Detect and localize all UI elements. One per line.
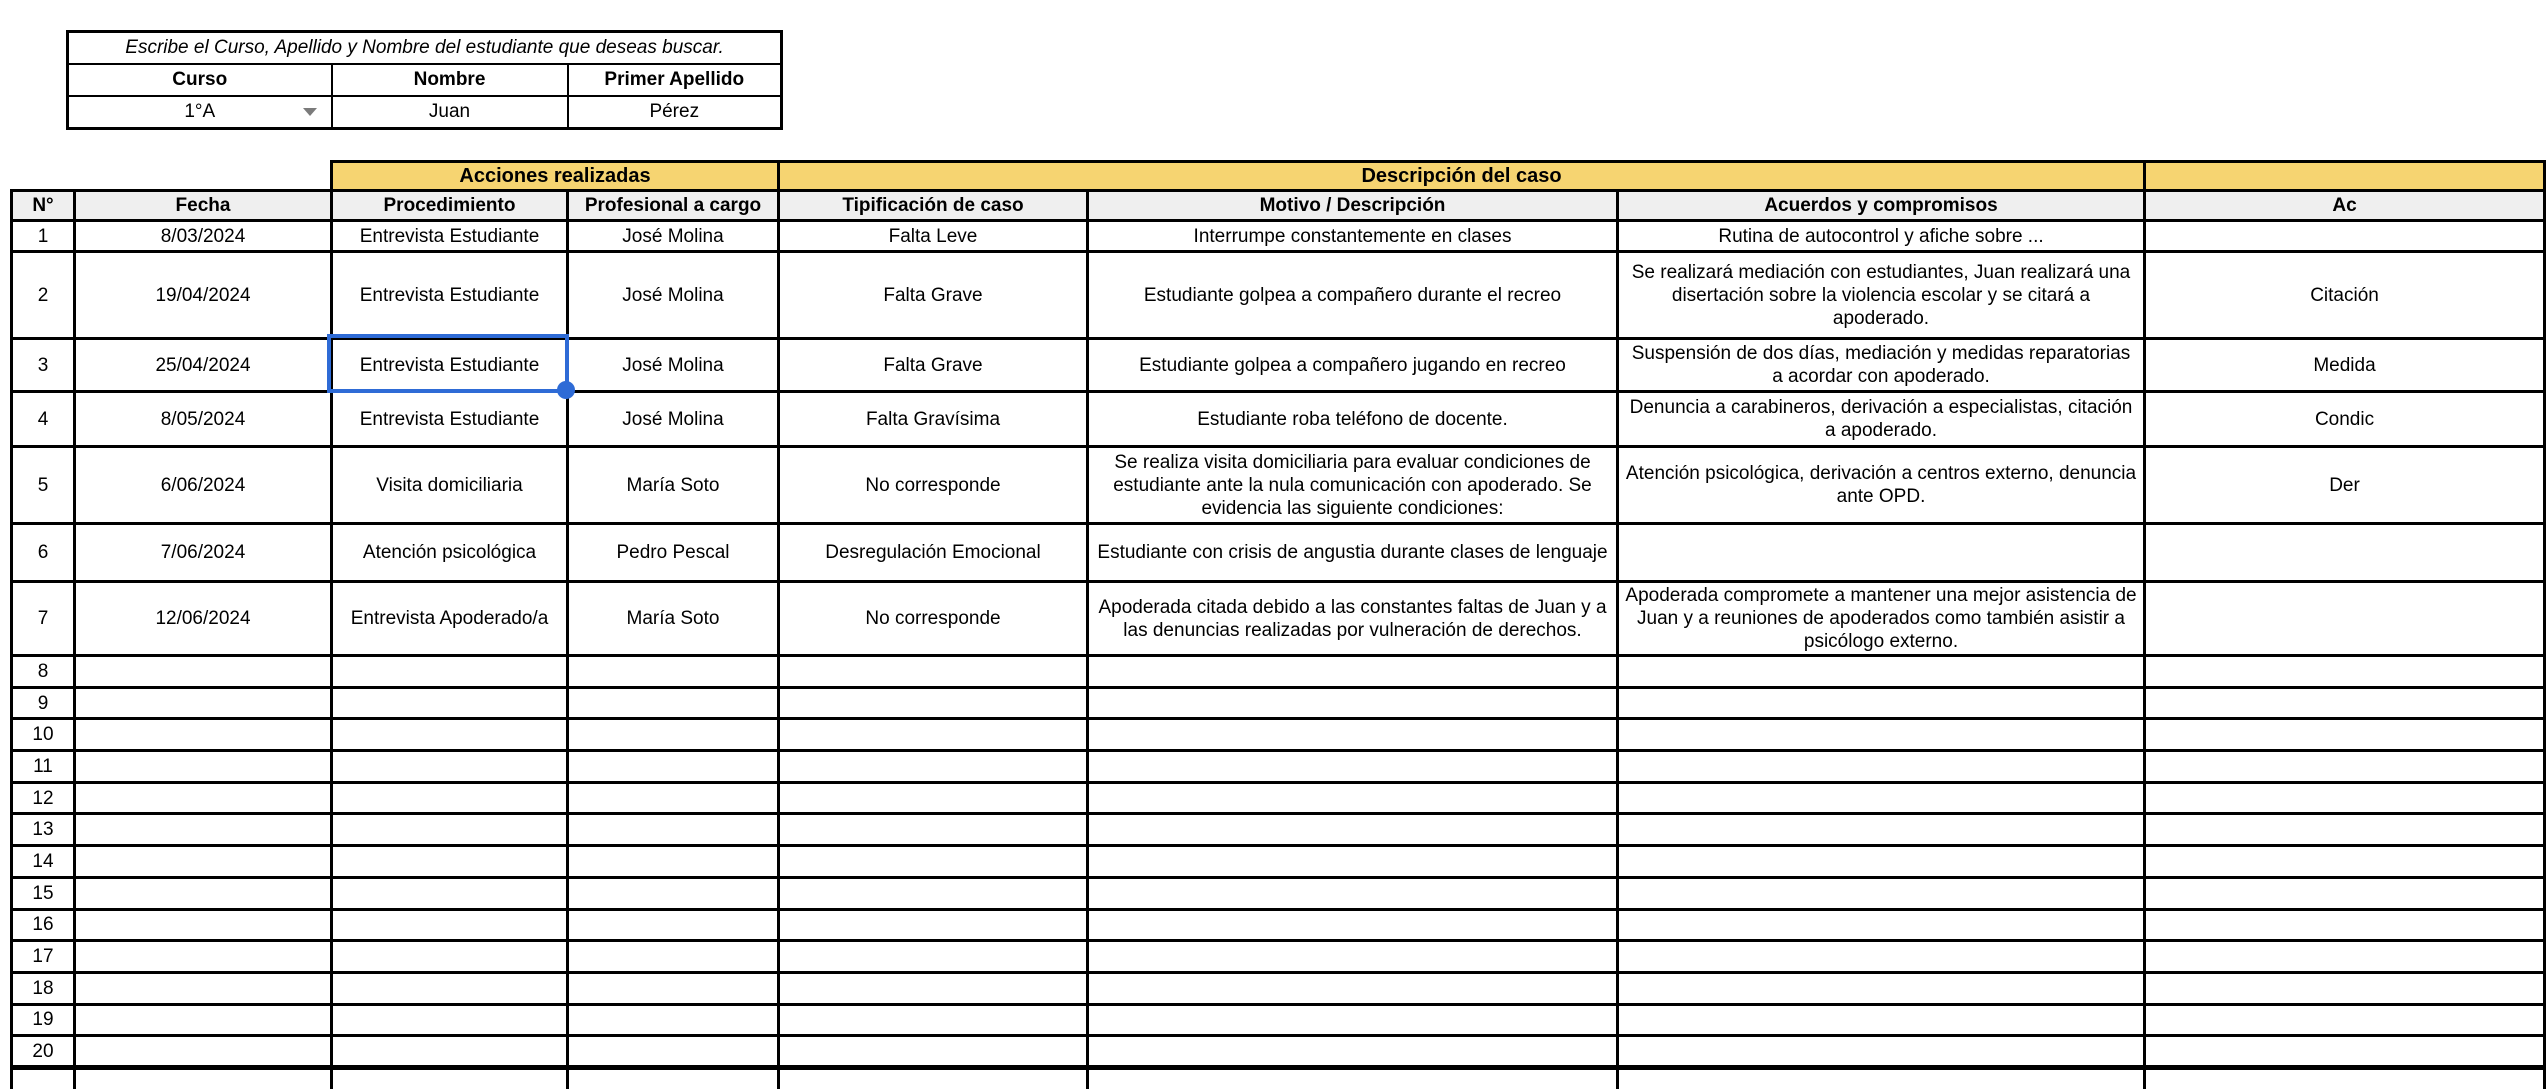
- cell[interactable]: [75, 719, 332, 751]
- cell[interactable]: [568, 846, 779, 878]
- cell-n[interactable]: 15: [12, 877, 75, 909]
- cell-procedimiento[interactable]: Visita domiciliaria: [332, 447, 568, 524]
- cell[interactable]: [779, 656, 1088, 688]
- cell[interactable]: [332, 877, 568, 909]
- cell-acuerdos[interactable]: Apoderada compromete a mantener una mejor asistencia de Juan y a reuniones de apoderados como también asistir a psicólogo externo.: [1618, 582, 2145, 656]
- cell-n[interactable]: 9: [12, 687, 75, 719]
- cell-tipificacion[interactable]: Falta Grave: [779, 252, 1088, 339]
- cell-tipificacion[interactable]: No corresponde: [779, 447, 1088, 524]
- search-instruction: Escribe el Curso, Apellido y Nombre del estudiante que deseas buscar.: [68, 32, 782, 65]
- cell[interactable]: [779, 972, 1088, 1004]
- cell[interactable]: [2145, 909, 2545, 941]
- table-row: [12, 687, 2545, 719]
- cell-acuerdos[interactable]: [1618, 524, 2145, 582]
- cell[interactable]: [779, 1004, 1088, 1036]
- cell-n[interactable]: 6: [12, 524, 75, 582]
- cell-motivo[interactable]: Se realiza visita domiciliaria para evaluar condiciones de estudiante ante la nula comunicación con apoderado. Se evidencia las siguiente condiciones:: [1088, 447, 1618, 524]
- cell[interactable]: [2145, 687, 2545, 719]
- cell[interactable]: [568, 877, 779, 909]
- cell[interactable]: [1088, 1036, 1618, 1068]
- cell[interactable]: [568, 1004, 779, 1036]
- cell[interactable]: [75, 751, 332, 783]
- cell-n[interactable]: 12: [12, 782, 75, 814]
- cell[interactable]: [332, 814, 568, 846]
- cell[interactable]: [1618, 877, 2145, 909]
- table-row: [12, 524, 2545, 582]
- cell-acuerdos[interactable]: Atención psicológica, derivación a centros externo, denuncia ante OPD.: [1618, 447, 2145, 524]
- cell[interactable]: [75, 909, 332, 941]
- cell[interactable]: [779, 1036, 1088, 1068]
- cell[interactable]: [332, 719, 568, 751]
- cell[interactable]: [1618, 909, 2145, 941]
- table-row: [12, 1067, 2545, 1089]
- cell-clipped[interactable]: [2145, 221, 2545, 252]
- table-row: [12, 846, 2545, 878]
- cell-fecha[interactable]: 8/03/2024: [75, 221, 332, 252]
- cell[interactable]: [779, 782, 1088, 814]
- cell[interactable]: [568, 1036, 779, 1068]
- cell-tipificacion[interactable]: Falta Gravísima: [779, 392, 1088, 447]
- cell-fecha[interactable]: 7/06/2024: [75, 524, 332, 582]
- cell[interactable]: [75, 1036, 332, 1068]
- cell[interactable]: [2145, 1036, 2545, 1068]
- cell[interactable]: [779, 941, 1088, 973]
- cell-clipped[interactable]: Der: [2145, 447, 2545, 524]
- cell[interactable]: [779, 846, 1088, 878]
- cell-n[interactable]: 2: [12, 252, 75, 339]
- cell[interactable]: [2145, 1004, 2545, 1036]
- cell[interactable]: [1088, 1004, 1618, 1036]
- cell-n[interactable]: 19: [12, 1004, 75, 1036]
- cell[interactable]: [568, 941, 779, 973]
- col-header-procedimiento: Procedimiento: [332, 191, 568, 221]
- cell-clipped[interactable]: [2145, 524, 2545, 582]
- cell-clipped[interactable]: Citación: [2145, 252, 2545, 339]
- cell[interactable]: [779, 814, 1088, 846]
- cell-n[interactable]: 10: [12, 719, 75, 751]
- cell-procedimiento-selected[interactable]: Entrevista Estudiante: [332, 339, 568, 392]
- search-instruction-row: [68, 32, 782, 65]
- cell-n[interactable]: 4: [12, 392, 75, 447]
- cell-acuerdos[interactable]: Se realizará mediación con estudiantes, Juan realizará una disertación sobre la violencia escolar y se citará a apoderado.: [1618, 252, 2145, 339]
- cell[interactable]: [779, 877, 1088, 909]
- col-header-profesional: Profesional a cargo: [568, 191, 779, 221]
- search-value-row: [68, 96, 782, 129]
- curso-value: 1°A: [184, 101, 216, 122]
- cell[interactable]: [568, 687, 779, 719]
- table-row: [12, 656, 2545, 688]
- cell[interactable]: [779, 719, 1088, 751]
- cell-profesional[interactable]: Pedro Pescal: [568, 524, 779, 582]
- cell[interactable]: [568, 1067, 779, 1089]
- table-row: [12, 1036, 2545, 1068]
- cell-n[interactable]: 11: [12, 751, 75, 783]
- col-header-tipificacion: Tipificación de caso: [779, 191, 1088, 221]
- cell[interactable]: [1618, 719, 2145, 751]
- cell[interactable]: [1088, 846, 1618, 878]
- cell-motivo[interactable]: Apoderada citada debido a las constantes faltas de Juan y a las denuncias realizadas por vulneración de derechos.: [1088, 582, 1618, 656]
- cell[interactable]: [2145, 656, 2545, 688]
- cell-motivo[interactable]: Estudiante golpea a compañero durante el recreo: [1088, 252, 1618, 339]
- cell[interactable]: [2145, 972, 2545, 1004]
- dropdown-arrow-icon[interactable]: [303, 108, 317, 116]
- cell[interactable]: [1088, 972, 1618, 1004]
- cell[interactable]: [1618, 941, 2145, 973]
- table-row: [12, 252, 2545, 339]
- table-row: [12, 392, 2545, 447]
- cell[interactable]: [779, 751, 1088, 783]
- cell[interactable]: [332, 972, 568, 1004]
- cell[interactable]: [568, 719, 779, 751]
- cell-n[interactable]: 17: [12, 941, 75, 973]
- band-right-clipped: [2145, 162, 2545, 191]
- cell[interactable]: [332, 909, 568, 941]
- cell-clipped[interactable]: Condic: [2145, 392, 2545, 447]
- cell-tipificacion[interactable]: Falta Grave: [779, 339, 1088, 392]
- cell[interactable]: [1618, 751, 2145, 783]
- cell-motivo[interactable]: Estudiante con crisis de angustia durante clases de lenguaje: [1088, 524, 1618, 582]
- table-row: [12, 719, 2545, 751]
- cell[interactable]: [1618, 1067, 2145, 1089]
- cell-fecha[interactable]: 8/05/2024: [75, 392, 332, 447]
- cell[interactable]: [1088, 751, 1618, 783]
- table-row: [12, 447, 2545, 524]
- cell-fecha[interactable]: 25/04/2024: [75, 339, 332, 392]
- cell[interactable]: [1088, 656, 1618, 688]
- cell[interactable]: [332, 687, 568, 719]
- cell-clipped[interactable]: Medida: [2145, 339, 2545, 392]
- table-row: [12, 339, 2545, 392]
- cell-procedimiento[interactable]: Entrevista Apoderado/a: [332, 582, 568, 656]
- cell[interactable]: [332, 941, 568, 973]
- cell[interactable]: [1088, 782, 1618, 814]
- cell[interactable]: [332, 1036, 568, 1068]
- cell[interactable]: [75, 877, 332, 909]
- cell[interactable]: [779, 687, 1088, 719]
- table-row: [12, 909, 2545, 941]
- cell-acuerdos[interactable]: Suspensión de dos días, mediación y medidas reparatorias a acordar con apoderado.: [1618, 339, 2145, 392]
- search-header-row: [68, 64, 782, 96]
- column-header-row: [12, 191, 2545, 221]
- cell-profesional[interactable]: José Molina: [568, 252, 779, 339]
- search-header-curso: Curso: [68, 64, 332, 96]
- cell[interactable]: [1618, 814, 2145, 846]
- col-header-clipped: Ac: [2145, 191, 2545, 221]
- cell[interactable]: [332, 1004, 568, 1036]
- table-row: [12, 582, 2545, 656]
- nombre-input[interactable]: Juan: [332, 96, 568, 129]
- cell-n[interactable]: 7: [12, 582, 75, 656]
- cell[interactable]: [332, 751, 568, 783]
- cell[interactable]: [1618, 782, 2145, 814]
- table-row: [12, 782, 2545, 814]
- selection-drag-handle[interactable]: [557, 381, 575, 399]
- cell-procedimiento[interactable]: Entrevista Estudiante: [332, 221, 568, 252]
- cell[interactable]: [2145, 877, 2545, 909]
- cell-n[interactable]: 13: [12, 814, 75, 846]
- cell[interactable]: [75, 972, 332, 1004]
- cell[interactable]: [1088, 941, 1618, 973]
- cell[interactable]: [75, 814, 332, 846]
- col-header-acuerdos: Acuerdos y compromisos: [1618, 191, 2145, 221]
- cell[interactable]: [568, 656, 779, 688]
- cell-profesional[interactable]: José Molina: [568, 392, 779, 447]
- cell[interactable]: [75, 1067, 332, 1089]
- cell-tipificacion[interactable]: Falta Leve: [779, 221, 1088, 252]
- cell[interactable]: [2145, 719, 2545, 751]
- cell-n[interactable]: 16: [12, 909, 75, 941]
- table-row: [12, 221, 2545, 252]
- table-row: [12, 814, 2545, 846]
- band-acciones-realizadas: Acciones realizadas: [332, 162, 779, 191]
- cell[interactable]: [332, 1067, 568, 1089]
- cell[interactable]: [2145, 846, 2545, 878]
- cell[interactable]: [1618, 1036, 2145, 1068]
- search-header-apellido: Primer Apellido: [568, 64, 782, 96]
- cell[interactable]: [75, 846, 332, 878]
- cell-n[interactable]: 5: [12, 447, 75, 524]
- col-header-fecha: Fecha: [75, 191, 332, 221]
- cell[interactable]: [332, 656, 568, 688]
- cell[interactable]: [1088, 719, 1618, 751]
- cell-acuerdos[interactable]: Denuncia a carabineros, derivación a especialistas, citación a apoderado.: [1618, 392, 2145, 447]
- cell-n[interactable]: 1: [12, 221, 75, 252]
- cell-procedimiento[interactable]: Entrevista Estudiante: [332, 252, 568, 339]
- cell[interactable]: [2145, 814, 2545, 846]
- apellido-input[interactable]: Pérez: [568, 96, 782, 129]
- student-search-box: [66, 30, 783, 130]
- cell[interactable]: [1088, 909, 1618, 941]
- cell[interactable]: [1088, 687, 1618, 719]
- cell[interactable]: [1088, 877, 1618, 909]
- cell[interactable]: [1088, 814, 1618, 846]
- cell-clipped[interactable]: [2145, 582, 2545, 656]
- cell-motivo[interactable]: Interrumpe constantemente en clases: [1088, 221, 1618, 252]
- cell[interactable]: [2145, 751, 2545, 783]
- cell[interactable]: [12, 1067, 75, 1089]
- table-row: [12, 941, 2545, 973]
- cell-tipificacion[interactable]: Desregulación Emocional: [779, 524, 1088, 582]
- cell[interactable]: [75, 782, 332, 814]
- cell-profesional[interactable]: María Soto: [568, 582, 779, 656]
- cell[interactable]: [332, 782, 568, 814]
- cell-n[interactable]: 20: [12, 1036, 75, 1068]
- cell[interactable]: [568, 782, 779, 814]
- cell-motivo[interactable]: Estudiante golpea a compañero jugando en recreo: [1088, 339, 1618, 392]
- cell[interactable]: [1618, 846, 2145, 878]
- cell[interactable]: [568, 814, 779, 846]
- cell[interactable]: [2145, 782, 2545, 814]
- cell-n[interactable]: 8: [12, 656, 75, 688]
- cell[interactable]: [568, 972, 779, 1004]
- cell[interactable]: [2145, 1067, 2545, 1089]
- cell-fecha[interactable]: 6/06/2024: [75, 447, 332, 524]
- cell[interactable]: [568, 909, 779, 941]
- cell-n[interactable]: 3: [12, 339, 75, 392]
- cell[interactable]: [75, 941, 332, 973]
- cell[interactable]: [1618, 687, 2145, 719]
- band-spacer: [12, 162, 332, 191]
- band-row: [12, 162, 2545, 191]
- cell[interactable]: [75, 656, 332, 688]
- cell[interactable]: [779, 1067, 1088, 1089]
- cell-fecha[interactable]: 19/04/2024: [75, 252, 332, 339]
- cell[interactable]: [1618, 656, 2145, 688]
- cell-n[interactable]: 14: [12, 846, 75, 878]
- cell[interactable]: [1618, 972, 2145, 1004]
- search-header-nombre: Nombre: [332, 64, 568, 96]
- cell[interactable]: [1618, 1004, 2145, 1036]
- table-row: [12, 877, 2545, 909]
- cell-procedimiento[interactable]: Entrevista Estudiante: [332, 392, 568, 447]
- cell[interactable]: [2145, 941, 2545, 973]
- cell-n[interactable]: 18: [12, 972, 75, 1004]
- cell-procedimiento[interactable]: Atención psicológica: [332, 524, 568, 582]
- cell[interactable]: [332, 846, 568, 878]
- table-row: [12, 972, 2545, 1004]
- cell-acuerdos[interactable]: Rutina de autocontrol y afiche sobre ...: [1618, 221, 2145, 252]
- curso-select[interactable]: [68, 96, 332, 129]
- band-descripcion-del-caso: Descripción del caso: [779, 162, 2145, 191]
- cell-profesional[interactable]: María Soto: [568, 447, 779, 524]
- col-header-motivo: Motivo / Descripción: [1088, 191, 1618, 221]
- table-row: [12, 1004, 2545, 1036]
- cell-profesional[interactable]: José Molina: [568, 339, 779, 392]
- case-log-table: [10, 160, 2546, 1089]
- table-row: [12, 751, 2545, 783]
- cell[interactable]: [779, 909, 1088, 941]
- cell-motivo[interactable]: Estudiante roba teléfono de docente.: [1088, 392, 1618, 447]
- cell-tipificacion[interactable]: No corresponde: [779, 582, 1088, 656]
- col-header-numero: N°: [12, 191, 75, 221]
- cell[interactable]: [75, 687, 332, 719]
- cell[interactable]: [568, 751, 779, 783]
- cell-profesional[interactable]: José Molina: [568, 221, 779, 252]
- cell-fecha[interactable]: 12/06/2024: [75, 582, 332, 656]
- cell[interactable]: [1088, 1067, 1618, 1089]
- cell[interactable]: [75, 1004, 332, 1036]
